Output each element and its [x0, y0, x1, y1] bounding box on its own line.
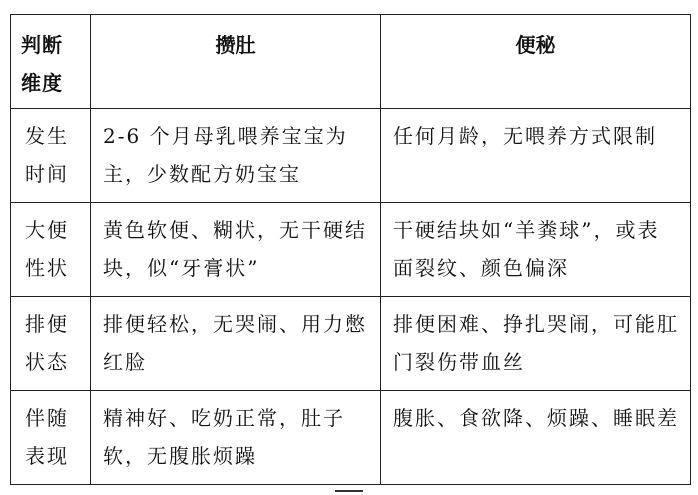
- row-col2: [381, 109, 691, 203]
- row-col2: [381, 391, 691, 485]
- header-col1-label: 攒肚: [215, 33, 256, 57]
- row-col1: [91, 297, 381, 391]
- dim-line2: 状态: [25, 350, 69, 374]
- table-row: [11, 203, 691, 297]
- dim-line2: 时间: [25, 162, 69, 186]
- row-dimension: [11, 203, 91, 297]
- cell-text: 排便轻松，无哭闹、用力憋红脸: [103, 312, 367, 374]
- table-row: [11, 297, 691, 391]
- cell-text: 腹胀、食欲降、烦躁、睡眠差: [393, 406, 679, 430]
- comparison-table: [10, 14, 691, 485]
- row-col2: [381, 203, 691, 297]
- cell-text: 黄色软便、糊状，无干硬结块，似“牙膏状”: [103, 218, 367, 280]
- header-col2-label: 便秘: [515, 33, 556, 57]
- header-col1: [91, 15, 381, 109]
- header-dimension-line2: 维度: [21, 71, 63, 95]
- cell-text: 2-6 个月母乳喂养宝宝为主，少数配方奶宝宝: [103, 124, 348, 186]
- dim-line2: 表现: [25, 444, 69, 468]
- row-col1: [91, 391, 381, 485]
- row-dimension: [11, 297, 91, 391]
- page-footer-mark: [335, 490, 363, 492]
- dim-line1: 排便: [25, 312, 69, 336]
- row-col2: [381, 297, 691, 391]
- cell-text: 精神好、吃奶正常，肚子软，无腹胀烦躁: [103, 406, 345, 468]
- dim-line1: 伴随: [25, 406, 69, 430]
- row-dimension: [11, 391, 91, 485]
- row-col1: [91, 109, 381, 203]
- cell-text: 干硬结块如“羊粪球”，或表面裂纹、颜色偏深: [393, 218, 660, 280]
- header-col2: [381, 15, 691, 109]
- row-col1: [91, 203, 381, 297]
- cell-text: 排便困难、挣扎哭闹，可能肛门裂伤带血丝: [393, 312, 679, 374]
- table-row: [11, 391, 691, 485]
- row-dimension: [11, 109, 91, 203]
- dim-line1: 大便: [25, 218, 69, 242]
- table-header-row: [11, 15, 691, 109]
- table-row: [11, 109, 691, 203]
- dim-line2: 性状: [25, 256, 69, 280]
- header-dimension: [11, 15, 91, 109]
- dim-line1: 发生: [25, 124, 69, 148]
- header-dimension-line1: 判断: [21, 33, 63, 57]
- cell-text: 任何月龄，无喂养方式限制: [393, 124, 657, 148]
